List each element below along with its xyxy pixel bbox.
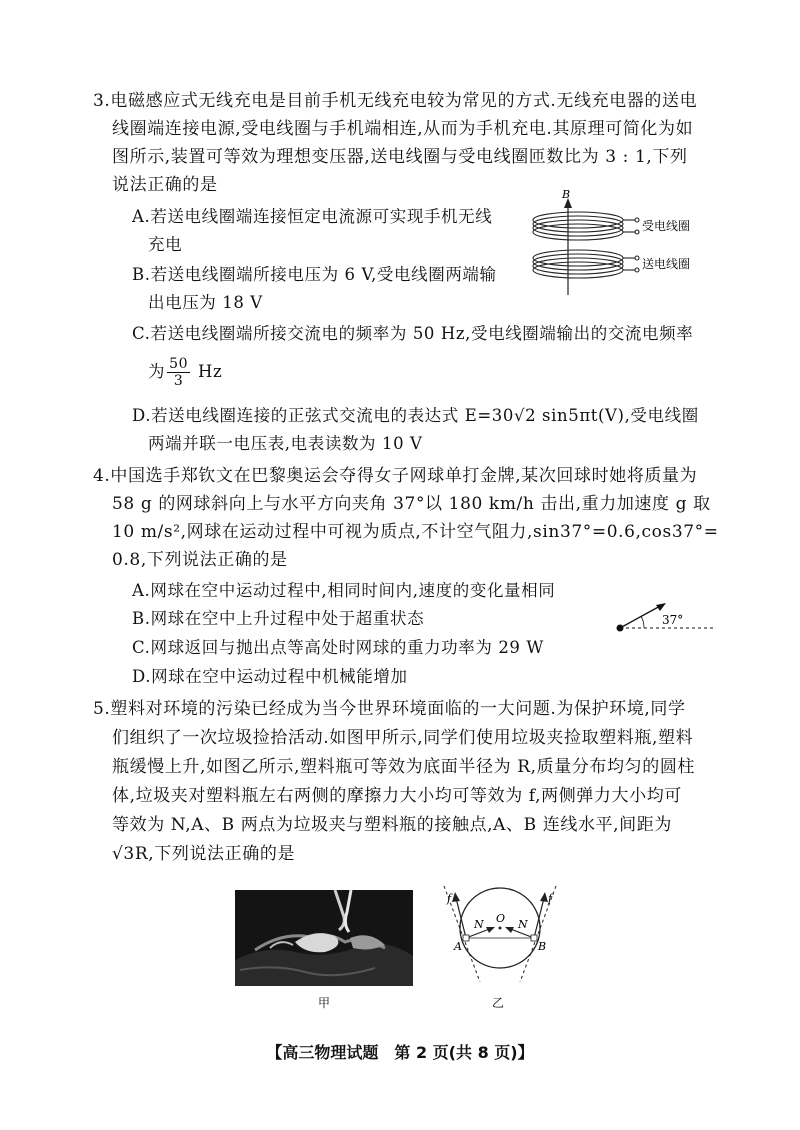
launch-angle-diagram xyxy=(610,595,720,640)
fraction-numerator: 50 xyxy=(169,356,189,372)
contact-point-b xyxy=(531,935,537,941)
q4-option-b: B.网球在空中上升过程中处于超重状态 xyxy=(132,609,425,628)
q4-stem-line-1: 4.中国选手郑钦文在巴黎奥运会夺得女子网球单打金牌,某次回球时她将质量为 xyxy=(93,466,698,486)
label-a: A xyxy=(454,940,462,953)
q3-option-d-line-2: 两端并联一电压表,电表读数为 10 V xyxy=(148,434,423,453)
arrow-head-icon xyxy=(656,603,666,611)
q4-stem-line-2: 58 g 的网球斜向上与水平方向夹角 37°以 180 km/h 击出,重力加速度 g 取 xyxy=(112,494,711,514)
figure-jia-label: 甲 xyxy=(318,996,331,1010)
trash-picker-photo xyxy=(235,890,413,986)
q3-option-b-line-1: B.若送电线圈端所接电压为 6 V,受电线圈两端输 xyxy=(132,265,497,284)
q3-option-b-line-2: 出电压为 18 V xyxy=(148,293,263,312)
center-point-o xyxy=(499,927,502,930)
q3-option-c-line-1: C.若送电线圈端所接交流电的频率为 50 Hz,受电线圈端输出的交流电频率 xyxy=(132,324,694,343)
label-f-right: f xyxy=(548,892,553,905)
contact-point-a xyxy=(463,935,469,941)
label-o: O xyxy=(496,912,506,925)
receiving-coil xyxy=(533,212,639,240)
q3-option-c-line-2 xyxy=(148,352,222,392)
arrow-head-icon xyxy=(540,892,548,902)
sending-coil-label: 送电线圈 xyxy=(642,257,691,271)
q3-option-c-fraction xyxy=(167,356,190,389)
q3-option-c-unit: Hz xyxy=(197,362,223,381)
coil-diagram xyxy=(520,190,720,300)
fraction-denominator: 3 xyxy=(173,373,184,389)
q3-option-a-line-2: 充电 xyxy=(148,235,183,254)
q4-option-d: D.网球在空中运动过程中机械能增加 xyxy=(132,667,408,686)
q4-stem-line-4: 0.8,下列说法正确的是 xyxy=(112,550,288,570)
label-b: B xyxy=(538,940,547,953)
field-label-b: B xyxy=(562,190,571,201)
q3-option-a-line-1: A.若送电线圈端连接恒定电流源可实现手机无线 xyxy=(132,207,493,226)
q5-stem-line-1: 5.塑料对环境的污染已经成为当今世界环境面临的一大问题.为保护环境,同学 xyxy=(93,699,686,719)
bottle-force-diagram xyxy=(430,876,570,986)
q3-stem-line-2: 线圈端连接电源,受电线圈与手机端相连,从而为手机充电.其原理可简化为如 xyxy=(112,119,694,139)
q3-stem-line-1: 3.电磁感应式无线充电是目前手机无线充电较为常见的方式.无线充电器的送电 xyxy=(93,91,698,111)
q4-option-a: A.网球在空中运动过程中,相同时间内,速度的变化量相同 xyxy=(132,581,556,600)
q4-stem-line-3: 10 m/s²,网球在运动过程中可视为质点,不计空气阻力,sin37°=0.6,cos37°= xyxy=(112,522,719,542)
label-f-left: f xyxy=(447,892,452,905)
q3-option-d-line-1: D.若送电线圈连接的正弦式交流电的表达式 E=30√2 sin5πt(V),受电线圈 xyxy=(132,406,699,425)
label-n-left: N xyxy=(474,918,484,931)
q5-stem-line-4: 体,垃圾夹对塑料瓶左右两侧的摩擦力大小均可等效为 f,两侧弹力大小均可 xyxy=(112,786,682,806)
q3-stem-line-3: 图所示,装置可等效为理想变压器,送电线圈与受电线圈匝数比为 3 : 1,下列 xyxy=(112,147,688,167)
q5-stem-line-2: 们组织了一次垃圾捡拾活动.如图甲所示,同学们使用垃圾夹捡取塑料瓶,塑料 xyxy=(112,728,694,748)
q5-stem-line-6: √3R,下列说法正确的是 xyxy=(112,844,296,864)
arrow-head-icon xyxy=(452,892,460,902)
page-footer: 【高三物理试题 第 2 页(共 8 页)】 xyxy=(266,1043,534,1062)
q4-option-c: C.网球返回与抛出点等高处时网球的重力功率为 29 W xyxy=(132,638,544,657)
angle-label: 37° xyxy=(662,613,684,627)
receiving-coil-label: 受电线圈 xyxy=(642,219,691,233)
label-n-right: N xyxy=(518,918,528,931)
q5-stem-line-5: 等效为 N,A、B 两点为垃圾夹与塑料瓶的接触点,A、B 连线水平,间距为 xyxy=(112,815,672,835)
q5-stem-line-3: 瓶缓慢上升,如图乙所示,塑料瓶可等效为底面半径为 R,质量分布均匀的圆柱 xyxy=(112,757,696,777)
sending-coil xyxy=(533,250,639,278)
q3-option-c-prefix: 为 xyxy=(148,362,166,381)
q3-stem-line-4: 说法正确的是 xyxy=(112,175,218,195)
figure-yi-label: 乙 xyxy=(492,996,505,1010)
angle-arc xyxy=(641,616,644,628)
